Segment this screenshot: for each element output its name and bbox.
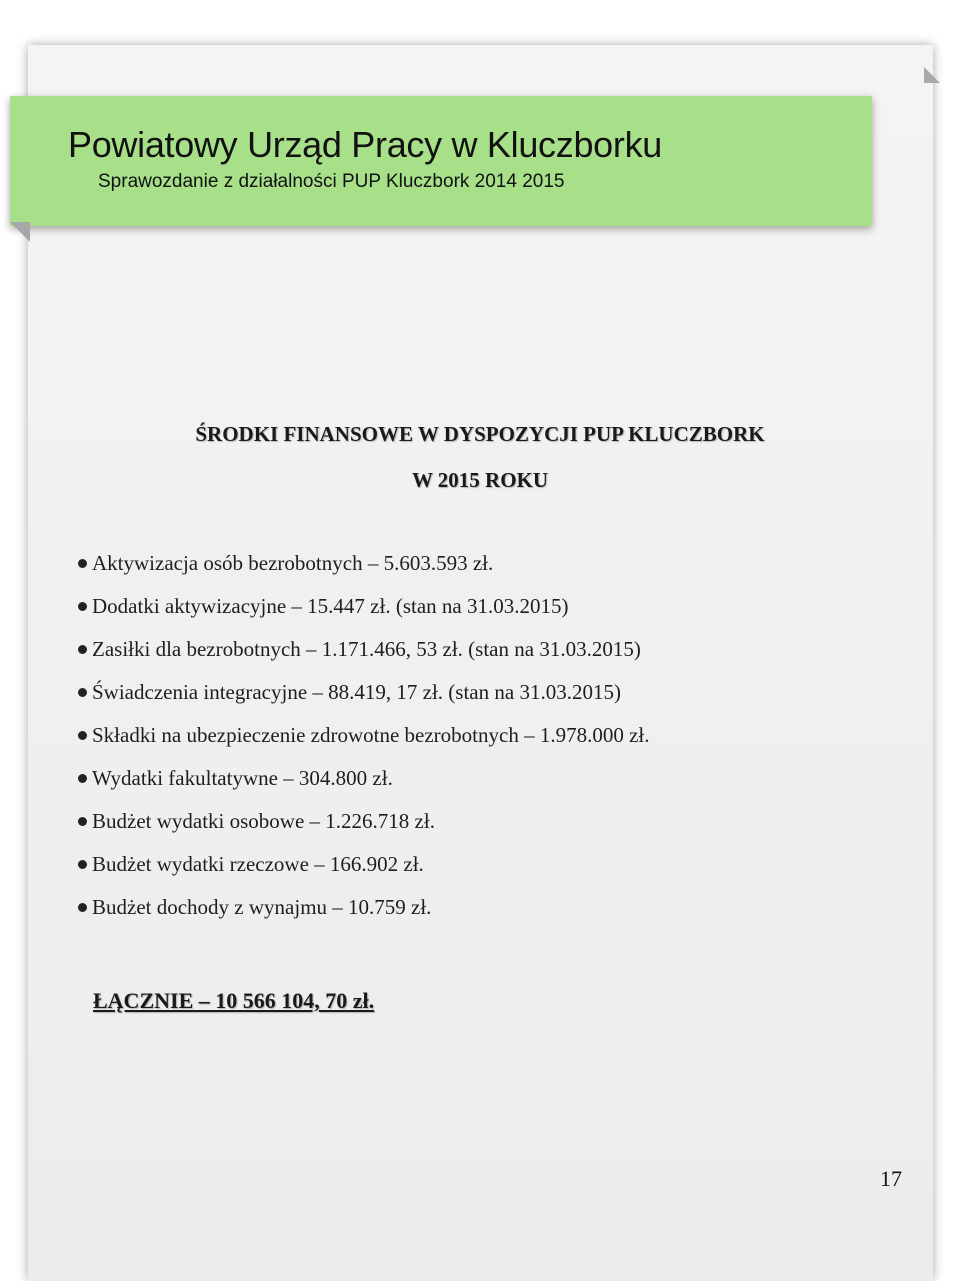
list-item-text: Aktywizacja osób bezrobotnych – 5.603.593 zł.: [92, 551, 494, 575]
list-item-text: Wydatki fakultatywne – 304.800 zł.: [92, 766, 393, 790]
section-title-year: W 2015 ROKU: [411, 468, 549, 492]
bullet-icon: [78, 731, 87, 740]
bullet-icon: [78, 903, 87, 912]
list-item: [78, 849, 649, 892]
bullet-icon: [78, 817, 87, 826]
bullet-icon: [78, 559, 87, 568]
bullet-icon: [78, 860, 87, 869]
header-title: Powiatowy Urząd Pracy w Kluczborku: [68, 124, 663, 165]
header-subtitle: Sprawozdanie z działalności PUP Kluczbork 2014 2015: [98, 171, 565, 192]
list-item: [78, 892, 649, 935]
total-amount: ŁĄCZNIE – 10 566 104, 70 zł.: [93, 988, 375, 1013]
list-item-text: Budżet dochody z wynajmu – 10.759 zł.: [92, 895, 432, 919]
corner-fold: [924, 67, 940, 83]
list-item-text: Budżet wydatki rzeczowe – 166.902 zł.: [92, 852, 424, 876]
list-item-text: Dodatki aktywizacyjne – 15.447 zł. (stan na 31.03.2015): [92, 594, 569, 618]
list-item-text: Świadczenia integracyjne – 88.419, 17 zł. (stan na 31.03.2015): [92, 680, 621, 704]
bullet-icon: [78, 602, 87, 611]
section-title: ŚRODKI FINANSOWE W DYSPOZYCJI PUP KLUCZBORK: [195, 422, 765, 446]
list-item-text: Budżet wydatki osobowe – 1.226.718 zł.: [92, 809, 435, 833]
list-item: [78, 720, 649, 763]
bullet-icon: [78, 645, 87, 654]
list-item: [78, 591, 649, 634]
funds-list: [78, 548, 649, 935]
banner-fold: [10, 222, 30, 242]
list-item: [78, 763, 649, 806]
bullet-icon: [78, 688, 87, 697]
list-item-text: Zasiłki dla bezrobotnych – 1.171.466, 53 zł. (stan na 31.03.2015): [92, 637, 641, 661]
page-number: 17: [880, 1166, 902, 1191]
list-item: [78, 634, 649, 677]
bullet-icon: [78, 774, 87, 783]
list-item: [78, 677, 649, 720]
list-item: [78, 548, 649, 591]
list-item: [78, 806, 649, 849]
list-item-text: Składki na ubezpieczenie zdrowotne bezrobotnych – 1.978.000 zł.: [92, 723, 650, 747]
